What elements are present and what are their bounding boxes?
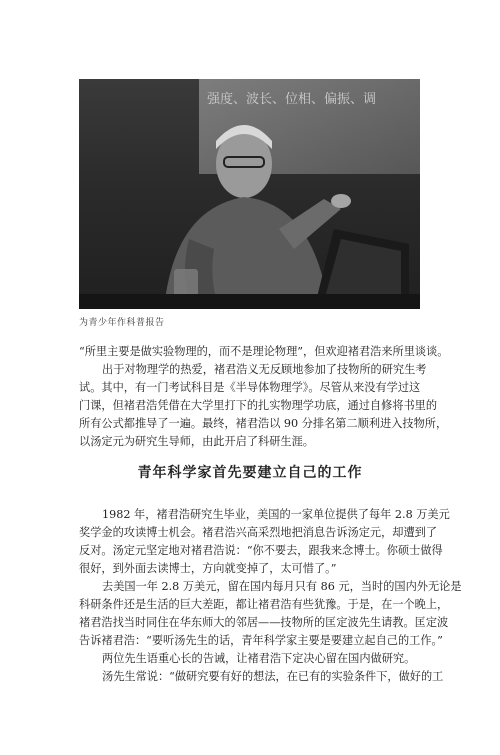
text-line: “所里主要是做实验物理的，而不是理论物理”，但欢迎褚君浩来所里谈谈。 bbox=[79, 345, 449, 358]
body-paragraphs-2 bbox=[79, 506, 462, 686]
text-line: 奖学金的攻读博士机会。褚君浩兴高采烈地把消息告诉汤定元，却遭到了 bbox=[79, 526, 438, 539]
text-line: 试。其中，有一门考试科目是《半导体物理学》。尽管从来没有学过这 bbox=[79, 381, 421, 394]
text-line: 1982 年，褚君浩研究生毕业，美国的一家单位提供了每年 2.8 万美元 bbox=[102, 508, 450, 521]
desk bbox=[79, 294, 420, 309]
text-line: 去美国一年 2.8 万美元，留在国内每月只有 86 元，当时的国内外无论是 bbox=[102, 580, 462, 593]
body-paragraphs-1 bbox=[79, 343, 449, 451]
lecture-photo bbox=[79, 79, 420, 309]
text-line: 告诉褚君浩：“要听汤先生的话，青年科学家主要是要建立起自己的工作。” bbox=[79, 634, 443, 647]
text-line: 以汤定元为研究生导师，由此开启了科研生涯。 bbox=[79, 435, 314, 448]
text-line: 所有公式都推导了一遍。最终，褚君浩以 90 分排名第二顺利进入技物所， bbox=[79, 417, 448, 430]
photo-illustration bbox=[79, 79, 420, 309]
text-line: 很好，到外面去读博士，方向就变掉了，太可惜了。” bbox=[79, 562, 337, 575]
text-line: 科研条件还是生活的巨大差距，都让褚君浩有些犹豫。于是，在一个晚上， bbox=[79, 598, 449, 611]
text-line: 汤先生常说：“做研究要有好的想法，在已有的实验条件下，做好的工 bbox=[102, 670, 444, 683]
screen-text: 强度、波长、位相、偏振、调 bbox=[207, 92, 377, 107]
text-line: 门课，但褚君浩凭借在大学里打下的扎实物理学功底，通过自修将书里的 bbox=[79, 399, 438, 412]
photo-caption: 为青少年作科普报告 bbox=[79, 318, 165, 328]
text-line: 出于对物理学的热爱，褚君浩义无反顾地参加了技物所的研究生考 bbox=[102, 363, 427, 376]
text-line: 褚君浩找当时同住在华东师大的邻居——技物所的匡定波先生请教。匡定波 bbox=[79, 616, 449, 629]
section-heading: 青年科学家首先要建立自己的工作 bbox=[137, 465, 363, 481]
text-line: 反对。汤定元坚定地对褚君浩说：“你不要去，跟我来念博士。你硕士做得 bbox=[79, 544, 443, 557]
text-line: 两位先生语重心长的告诫，让褚君浩下定决心留在国内做研究。 bbox=[102, 652, 416, 665]
